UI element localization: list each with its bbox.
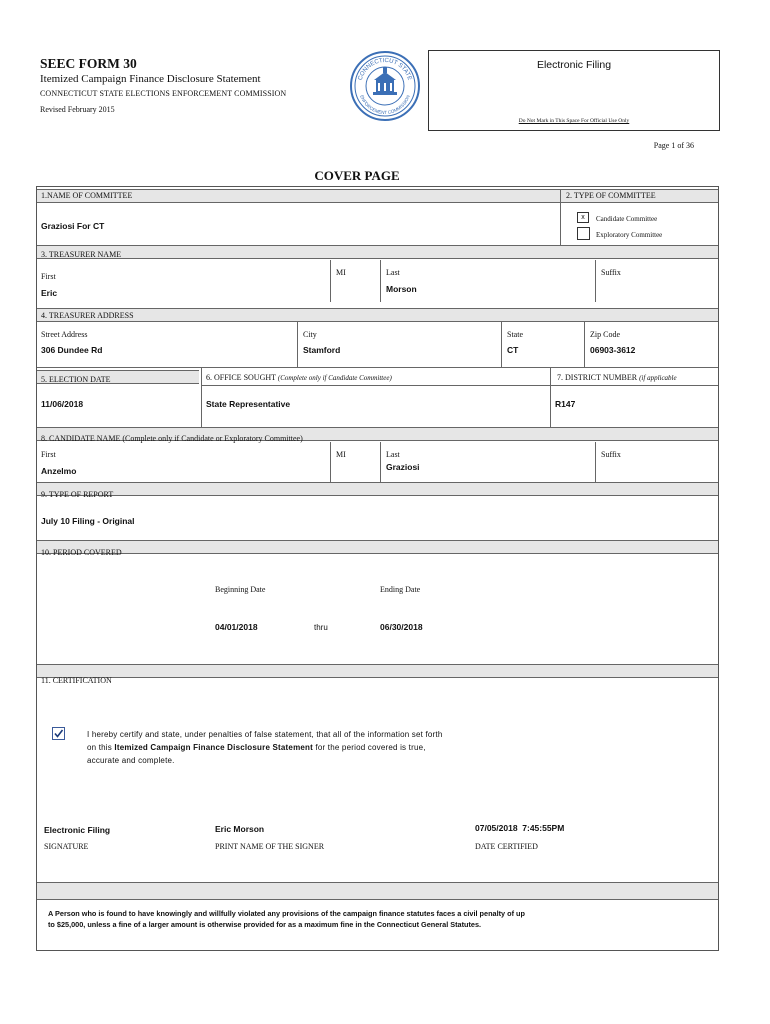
seal-bottom-text: ENFORCEMENT COMMISSION	[359, 94, 411, 116]
committee-name-value[interactable]: Graziosi For CT	[41, 221, 105, 231]
divider	[380, 260, 381, 302]
state-label: State	[507, 330, 523, 339]
divider	[201, 385, 718, 386]
certify-checkbox[interactable]	[52, 727, 65, 740]
candidate-committee-label: Candidate Committee	[596, 215, 658, 223]
city-value[interactable]: Stamford	[303, 345, 341, 355]
office-sought-note: (Complete only if Candidate Committee)	[277, 374, 392, 382]
candidate-section-label: 8. CANDIDATE NAME (Complete only if Candidate or Exploratory Committee)	[41, 434, 303, 443]
treasurer-address-section-label: 4. TREASURER ADDRESS	[41, 311, 134, 320]
date-certified-value[interactable]: 07/05/2018 7:45:55PM	[475, 823, 565, 833]
date-certified-label: DATE CERTIFIED	[475, 842, 538, 851]
form-frame	[36, 186, 719, 951]
treasurer-suffix-label: Suffix	[601, 268, 621, 277]
page-indicator: Page 1 of 36	[653, 141, 694, 150]
divider	[584, 322, 585, 367]
street-address-value[interactable]: 306 Dundee Rd	[41, 345, 103, 355]
divider	[297, 322, 298, 367]
certification-text-line3: accurate and complete.	[87, 756, 175, 765]
form-title: SEEC FORM 30	[40, 56, 137, 71]
divider	[380, 442, 381, 482]
office-sought-value[interactable]: State Representative	[206, 399, 291, 409]
penalty-notice-line1: A Person who is found to have knowingly and willfully violated any provisions of the campaign finance statutes faces a civil penalty of up	[48, 909, 525, 918]
treasurer-last-label: Last	[386, 268, 400, 277]
divider	[560, 189, 561, 245]
certification-text-line1: I hereby certify and state, under penalties of false statement, that all of the information set forth	[87, 730, 443, 739]
divider	[550, 367, 551, 427]
district-number-value[interactable]: R147	[555, 399, 576, 409]
candidate-last-value[interactable]: Graziosi	[386, 462, 420, 472]
divider	[330, 260, 331, 302]
district-number-note: (if applicable	[639, 374, 677, 382]
signature-label: SIGNATURE	[44, 842, 89, 851]
signer-name-label: PRINT NAME OF THE SIGNER	[215, 842, 325, 851]
section-bar-period	[37, 540, 718, 554]
official-box-title: Electronic Filing	[536, 59, 612, 71]
section-bar-treasurer	[37, 245, 718, 259]
section-bar-treasurer-address	[37, 308, 718, 322]
ending-date-value[interactable]: 06/30/2018	[380, 622, 423, 632]
signer-name-value[interactable]: Eric Morson	[215, 824, 265, 834]
checkmark-icon	[53, 728, 64, 739]
ending-date-label: Ending Date	[380, 585, 421, 594]
cover-page-title: COVER PAGE	[314, 168, 400, 183]
divider	[330, 442, 331, 482]
treasurer-first-label: First	[41, 272, 56, 281]
agency-name: CONNECTICUT STATE ELECTIONS ENFORCEMENT COMMISSION	[40, 89, 287, 98]
official-box-note: Do Not Mark in This Space For Official Use Only	[518, 118, 630, 124]
divider	[501, 322, 502, 367]
beginning-date-label: Beginning Date	[215, 585, 266, 594]
state-seal-logo	[349, 50, 421, 122]
divider	[37, 367, 718, 368]
revision-date: Revised February 2015	[40, 105, 115, 114]
candidate-first-value[interactable]: Anzelmo	[41, 466, 77, 476]
penalty-notice-line2: to $25,000, unless a fine of a larger amount is otherwise provided for as a maximum fine in the Connecticut General Statutes.	[48, 920, 482, 929]
committee-name-label: 1.NAME OF COMMITTEE	[41, 191, 133, 200]
committee-type-label: 2. TYPE OF COMMITTEE	[566, 191, 656, 200]
thru-label: thru	[314, 623, 328, 632]
official-use-box	[428, 50, 720, 131]
city-label: City	[303, 330, 317, 339]
divider	[201, 367, 202, 427]
district-number-label: 7. DISTRICT NUMBER (if applicable	[557, 373, 677, 382]
office-sought-label: 6. OFFICE SOUGHT (Complete only if Candidate Committee)	[206, 373, 392, 382]
street-address-label: Street Address	[41, 330, 88, 339]
section-bar-report-type	[37, 482, 718, 496]
election-date-value[interactable]: 11/06/2018	[41, 399, 84, 409]
report-type-value[interactable]: July 10 Filing - Original	[41, 516, 135, 526]
section-bar-penalty	[37, 882, 718, 900]
election-date-label: 5. ELECTION DATE	[41, 375, 111, 384]
report-type-label: 9. TYPE OF REPORT	[41, 490, 114, 499]
signature-value[interactable]: Electronic Filing	[44, 825, 111, 835]
zip-code-value[interactable]: 06903-3612	[590, 345, 636, 355]
candidate-first-label: First	[41, 450, 56, 459]
zip-code-label: Zip Code	[590, 330, 620, 339]
form-subtitle: Itemized Campaign Finance Disclosure Statement	[40, 73, 261, 85]
divider	[595, 442, 596, 482]
candidate-suffix-label: Suffix	[601, 450, 621, 459]
period-covered-label: 10. PERIOD COVERED	[41, 548, 122, 557]
candidate-committee-checkbox[interactable]: x	[577, 212, 589, 223]
candidate-mi-label: MI	[336, 450, 346, 459]
treasurer-mi-label: MI	[336, 268, 346, 277]
seal-top-text: CONNECTICUT STATE	[357, 57, 413, 82]
certification-label: 11. CERTIFICATION	[41, 676, 112, 685]
beginning-date-value[interactable]: 04/01/2018	[215, 622, 258, 632]
section-bar-certification	[37, 664, 718, 678]
certification-text-line2: on this Itemized Campaign Finance Disclosure Statement for the period covered is true,	[87, 743, 426, 752]
exploratory-committee-checkbox[interactable]	[577, 227, 590, 240]
divider	[595, 260, 596, 302]
treasurer-first-value[interactable]: Eric	[41, 288, 58, 298]
treasurer-section-label: 3. TREASURER NAME	[41, 250, 122, 259]
candidate-last-label: Last	[386, 450, 400, 459]
treasurer-last-value[interactable]: Morson	[386, 284, 417, 294]
state-value[interactable]: CT	[507, 345, 519, 355]
exploratory-committee-label: Exploratory Committee	[596, 231, 663, 239]
